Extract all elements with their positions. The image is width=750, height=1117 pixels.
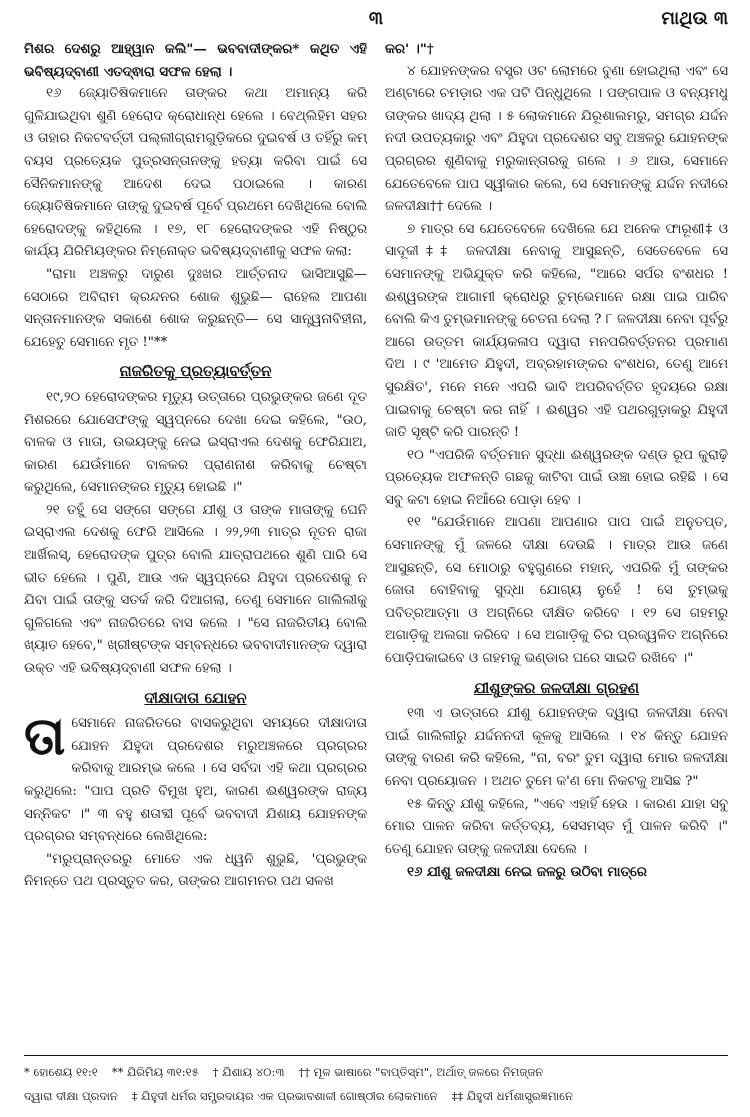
running-title: ମାଥିଉ ୩ — [661, 8, 728, 29]
footnote-row — [24, 1060, 728, 1084]
paragraph: ୧୧ "ଯେଉଁମାନେ ଆପଣା ଆପଣାର ପାପ ପାଇଁ ଅନୁତପ୍ତ, ସେମାନଙ୍କୁ ମୁଁ ଜଳରେ ଦୀକ୍ଷା ଦେଉଛି । ମାତ୍ର ଆଉ ଜଣେ ଆସୁଛନ୍ତି, ସେ ମୋଠାରୁ ବହୁଗୁଣରେ ମହାନ୍, ଏପରିକି ମୁଁ ତାଙ୍କର ଜୋତା ବୋହିବାକୁ ସୁଦ୍ଧା ଯୋଗ୍ୟ ନୁହେଁ ! ସେ ତୁମ୍ଭକୁ ପବିତ୍ରଆତ୍ମା ଓ ଅଗ୍ନିରେ ଦୀକ୍ଷିତ କରିବେ । ୧୨ ସେ ଗହମରୁ ଅଗାଡ଼ିକୁ ଅଲଗା କରିବେ । ସେ ଅଗାଡ଼ିକୁ ଚିର ପ୍ରଜ୍ୱଳିତ ଅଗ୍ନିରେ ପୋଡ଼ିପକାଇବେ ଓ ଗହମକୁ ଭଣ୍ଡାର ଘରେ ସାଇତି ରଖିବେ ।" — [385, 515, 728, 667]
paragraph: ମିଶର ଦେଶରୁ ଆହ୍ୱାନ କଲି"— ଭବବାଦୀଙ୍କର* କଥିତ ଏହି ଭବିଷ୍ୟଦ୍ବାଣୀ ଏତଦ୍ଵାରା ସଫଳ ହେଲା । — [24, 41, 367, 80]
footnote: ‡‡ ଯିହୁଦୀ ଧର୍ମଶାସ୍ତ୍ରଜ୍ଞମାନେ — [451, 1089, 573, 1103]
footnotes — [24, 1055, 728, 1116]
page-number: ୩ — [368, 8, 384, 29]
paragraph: ୧୬ ଯୀଶୁ ଜଳଦୀକ୍ଷା ନେଇ ଜଳରୁ ଉଠିବା ମାତ୍ରେ — [407, 864, 647, 881]
paragraph — [24, 706, 367, 849]
section-heading: ଦୀକ୍ଷାଦାତା ଯୋହନ — [144, 688, 247, 707]
text-columns — [24, 38, 728, 1038]
left-column — [24, 38, 367, 1038]
paragraph: ୭ ମାତ୍ର ସେ ଯେତେବେଳେ ଦେଖିଲେ ଯେ ଅନେକ ଫାରୂଶୀ‡ ଓ ସାଦୂକୀ‡‡ ଜଳଦୀକ୍ଷା ନେବାକୁ ଆସୁଛନ୍ତି, ସେତେବେଳେ ସେ ସେମାନଙ୍କୁ ଅଭିଯୁକ୍ତ କରି କହିଲେ, "ଆରେ ସର୍ପର ବଂଶଧର ! ଈଶ୍ୱରଙ୍କ ଆଗାମୀ କ୍ରୋଧରୁ ତୁମ୍ଭେମାନେ ରକ୍ଷା ପାଇ ପାରିବ ବୋଲି କିଏ ତୁମ୍ଭମାନଙ୍କୁ ଚେତନା ଦେଲା ? ୮ ଜଳଦୀକ୍ଷା ନେବା ପୂର୍ବରୁ ଆଗେ ଉତ୍ତମ କାର୍ଯ୍ୟକଳାପ ଦ୍ୱାରା ମନପରିବର୍ତ୍ତନର ପ୍ରମାଣ ଦିଅ । ୯ 'ଆମେତ ଯିହୁଦୀ, ଅବ୍ରହାମଙ୍କର ବଂଶଧର, ତେଣୁ ଆମେ ସୁରକ୍ଷିତ', ମନେ ମନେ ଏପରି ଭାବି ଅପରିବର୍ତ୍ତିତ ହୃଦୟରେ ରକ୍ଷା ପାଇବାକୁ ଚେଷ୍ଟା କର ନାହିଁ । ଈଶ୍ୱର ଏହି ପଥରଗୁଡ଼ାକରୁ ଯିହୁଦୀ ଜାତି ସୃଷ୍ଟି କରି ପାରନ୍ତି ! — [385, 221, 728, 441]
section-heading: ଯୀଶୁଙ୍କର ଜଳଦୀକ୍ଷା ଗ୍ରହଣ — [473, 678, 640, 697]
paragraph: ୨୧ ତହୁଁ ସେ ସଙ୍ଗେ ସଙ୍ଗେ ଯୀଶୁ ଓ ତାଙ୍କ ମାତାଙ୍କୁ ଘେନି ଇସ୍ରାଏଲ ଦେଶକୁ ଫେରି ଆସିଲେ । ୨୨,୨୩ ମାତ୍ର ନୂତନ ରାଜା ଆର୍ଖିଲସ୍, ହେରୋଦଙ୍କ ପୁତ୍ର ବୋଲି ଯାତ୍ରାପଥରେ ଶୁଣି ପାରି ସେ ଭୀତ ହେଲେ । ପୁଣି, ଆଉ ଏକ ସ୍ୱପ୍ନରେ ଯିହୁଦା ପ୍ରଦେଶକୁ ନ ଯିବା ପାଇଁ ତାଙ୍କୁ ସତର୍କ କରି ଦିଆଗଲା, ତେଣୁ ସେମାନେ ଗାଲିଲୀକୁ ଗୁଳିଗଲେ ଏବଂ ନାଜରିତରେ ବାସ କଲେ । "ସେ ନାଜରିତୀୟ ବୋଲି ଖ୍ୟାତ ହେବେ," ଖ୍ରୀଷ୍ଟଙ୍କ ସମ୍ବନ୍ଧରେ ଭବବାଦୀମାନଙ୍କ ଦ୍ୱାରା ଉକ୍ତ ଏହି ଭବିଷ୍ୟଦ୍ବାଣୀ ସଫଳ ହେଲା । — [24, 502, 367, 677]
footnote: † ଯିଶାୟ ୪୦:୩ — [212, 1065, 285, 1079]
footnote: ‡ ଯିହୁଦୀ ଧର୍ମର ସମ୍ପ୍ରଦାୟର ଏକ ପ୍ରଭାବଶାଳୀ ଗୋଷ୍ଠୀର ଲୋକମାନେ — [131, 1089, 438, 1103]
section-heading: ନାଜରିତକୁ ପ୍ରତ୍ୟାବର୍ତ୍ତନ — [119, 362, 272, 381]
drop-cap: ତା — [24, 706, 66, 768]
paragraph: ୪ ଯୋହନଙ୍କର ବସ୍ତ୍ର ଓଟ ଲୋମରେ ବୁଣା ହୋଇଥିଲା ଏବଂ ସେ ଅଣ୍ଟାରେ ଚମଡ଼ାର ଏକ ପଟି ପିନ୍ଧୁଥିଲେ । ପଙ୍ଗପାଳ ଓ ବନ୍ୟମଧୁ ତାଙ୍କର ଖାଦ୍ୟ ଥିଲା । ୫ ଲୋକମାନେ ଯିରୂଶାଲମରୁ, ସମଗ୍ର ଯର୍ଦ୍ଦନ ନଦୀ ଉପତ୍ୟକାରୁ ଏବଂ ଯିହୁଦା ପ୍ରଦେଶର ସବୁ ଅଞ୍ଚଳରୁ ଯୋହନଙ୍କ ପ୍ରଗ୍ରର ଶୁଣିବାକୁ ମରୁକାନ୍ତାରକୁ ଗଲେ । ୬ ଆଉ, ସେମାନେ ଯେତେବେଳେ ପାପ ସ୍ୱୀକାର କଲେ, ସେ ସେମାନଙ୍କୁ ଯର୍ଦ୍ଦନ ନଦୀରେ ଜଳଦୀକ୍ଷା†† ଦେଲେ । — [385, 63, 728, 215]
paragraph: ୧୦ "ଏପରିକି ବର୍ତ୍ତମାନ ସୁଦ୍ଧା ଈଶ୍ୱରଙ୍କ ଦଣ୍ଡ ରୂପ କୁରାଢ଼ି ପ୍ରତ୍ୟେକ ଅଫଳନ୍ତି ଗଛକୁ କାଟିବା ପାଇଁ ଉଞ୍ଚା ହୋଇ ରହିଛି । ସେ ସବୁ କଟା ହୋଇ ନିଆଁରେ ପୋଡ଼ା ହେବ । — [385, 447, 728, 508]
paragraph: କର' ।"† — [385, 41, 434, 57]
footnote: ** ଯିରିମିୟ ୩୧:୧୫ — [111, 1065, 199, 1079]
paragraph: ୧୯,୨୦ ହେରୋଦଙ୍କର ମୃତ୍ୟୁ ଉତ୍ତାରେ ପ୍ରଭୁଙ୍କର ଜଣେ ଦୂତ ମିଶରରେ ଯୋସେଫଙ୍କୁ ସ୍ୱପ୍ନରେ ଦେଖା ଦେଇ କହିଲେ, "ଉଠ, ବାଳକ ଓ ମାତା, ଉଭୟଙ୍କୁ ନେଇ ଇସ୍ରାଏଲ ଦେଶକୁ ଫେରିଯାଅ, କାରଣ ଯେଉଁମାନେ ବାଳକର ପ୍ରାଣନାଶ କରିବାକୁ ଚେଷ୍ଟା କରୁଥିଲେ, ସେମାନଙ୍କର ମୃତ୍ୟୁ ହୋଇଛି ।" — [24, 389, 367, 496]
right-column — [385, 38, 728, 1038]
footnote-row — [24, 1084, 728, 1108]
footnote: †† ମୂଳ ଭାଷାରେ "ବାପ୍ତିସ୍ମ", ଅର୍ଥାତ୍ ଜଳରେ ନିମଜ୍ଜନ — [298, 1065, 544, 1079]
paragraph-text: ସେମାନେ ନାଜରିତରେ ବାସକରୁଥିବା ସମୟରେ ଦୀକ୍ଷାଦାତା ଯୋହନ ଯିହୁଦା ପ୍ରଦେଶର ମରୁଅଞ୍ଚଳରେ ପ୍ରଗ୍ରର କରିବାକୁ ଆରମ୍ଭ କଲେ । ସେ ସର୍ବଦା ଏହି କଥା ପ୍ରଗ୍ରର କରୁଥିଲେ: "ପାପ ପ୍ରତି ବିମୁଖ ହୁଅ, କାରଣ ଈଶ୍ୱରଙ୍କ ରାଜ୍ୟ ସନ୍ନିକଟ ।" ୩ ବହୁ ଶତାବ୍ଦୀ ପୂର୍ବେ ଭବବାଦୀ ଯିଶାୟ ଯୋହନଙ୍କ ପ୍ରଗ୍ରର ସମ୍ବନ୍ଧରେ ଲେଖିଥିଲେ: — [24, 716, 367, 845]
paragraph: ୧୬ ଜ୍ୟୋତିଷିକମାନେ ତାଙ୍କର କଥା ଅମାନ୍ୟ କରି ଗୁଳିଯାଇଥିବା ଶୁଣି ହେରୋଦ କ୍ରୋଧାନ୍ଧ ହେଲେ । ବେଥ୍ଲିହିମ ସହର ଓ ତାହାର ନିକଟବର୍ତ୍ତୀ ପଲ୍ଲୀଗ୍ରାମଗୁଡ଼ିକରେ ଦୁଇବର୍ଷ ଓ ତହିଁରୁ କମ୍ ବୟସ ପ୍ରତ୍ୟେକ ପୁତ୍ରସନ୍ତାନଙ୍କୁ ହତ୍ୟା କରିବା ପାଇଁ ସେ ସୈନିକମାନଙ୍କୁ ଆଦେଶ ଦେଇ ପଠାଇଲେ । କାରଣ ଜ୍ୟୋତିଷିକମାନେ ତାଙ୍କୁ ଦୁଇବର୍ଷ ପୂର୍ବେ ପ୍ରଥମେ ଦେଖିଥିଲେ ବୋଲି ହେରୋଦଙ୍କୁ କହିଥିଲେ । ୧୭, ୧୮ ହେରୋଦଙ୍କର ଏହି ନିଷ୍ଠୁର କାର୍ଯ୍ୟ ଯିରିମିୟଙ୍କର ନିମ୍ନୋକ୍ତ ଭବିଷ୍ୟଦ୍ବାଣୀକୁ ସଫଳ କଲା: — [24, 86, 367, 260]
paragraph: ୧୫ କିନ୍ତୁ ଯୀଶୁ କହିଲେ, "ଏବେ ଏହାହିଁ ହେଉ । କାରଣ ଯାହା ସବୁ ମୋର ପାଳନ କରିବା କର୍ତ୍ତବ୍ୟ, ସେସମସ୍ତ ମୁଁ ପାଳନ କରିବି ।" ତେଣୁ ଯୋହନ ତାଙ୍କୁ ଜଳଦୀକ୍ଷା ଦେଲେ । — [385, 796, 728, 857]
quotation: "ମରୁପ୍ରାନ୍ତରରୁ ମୋତେ ଏକ ଧ୍ୱନି ଶୁଭୁଛି, 'ପ୍ରଭୁଙ୍କ ନିମନ୍ତେ ପଥ ପ୍ରସ୍ତୁତ କର, ତାଙ୍କର ଆଗମନର ପଥ ସଳଖ — [24, 851, 367, 890]
quotation: "ରାମା ଅଞ୍ଚଳରୁ ଦାରୁଣ ଦୁଃଖର ଆର୍ତ୍ତନାଦ ଭାସିଆସୁଛି— ସେଠାରେ ଅବିରାମ କ୍ରନ୍ଦନର ଶୋକ ଶୁଭୁଛି— ରାହେଲ ଆପଣା ସନ୍ତାନମାନଙ୍କ ସକାଶେ ଶୋକ କରୁଛନ୍ତି— ସେ ସାନ୍ତ୍ୱନାବିହୀନା, ଯେହେତୁ ସେମାନେ ମୃତ !"** — [24, 266, 367, 350]
footnote: * ହୋଶେୟ ୧୧:୧ — [24, 1065, 98, 1079]
page-header — [24, 6, 728, 36]
paragraph: ୧୩ ଏ ଉତ୍ତାରେ ଯୀଶୁ ଯୋହନଙ୍କ ଦ୍ୱାରା ଜଳଦୀକ୍ଷା ନେବା ପାଇଁ ଗାଲିଲୀରୁ ଯର୍ଦ୍ଦନନଦୀ କୂଳକୁ ଆସିଲେ । ୧୪ କିନ୍ତୁ ଯୋହନ ତାଙ୍କୁ ବାରଣ କରି କହିଲେ, "ନା, ବରଂ ତୁମ ଦ୍ୱାରା ମୋର ଜଳଦୀକ୍ଷା ନେବା ପ୍ରୟୋଜନ । ଅଥଚ ତୁମେ କ'ଣ ମୋ ନିକଟକୁ ଆସିଛ ?" — [385, 706, 728, 789]
footnote: ଦ୍ୱାରା ଦୀକ୍ଷା ପ୍ରଦାନ — [24, 1089, 118, 1103]
